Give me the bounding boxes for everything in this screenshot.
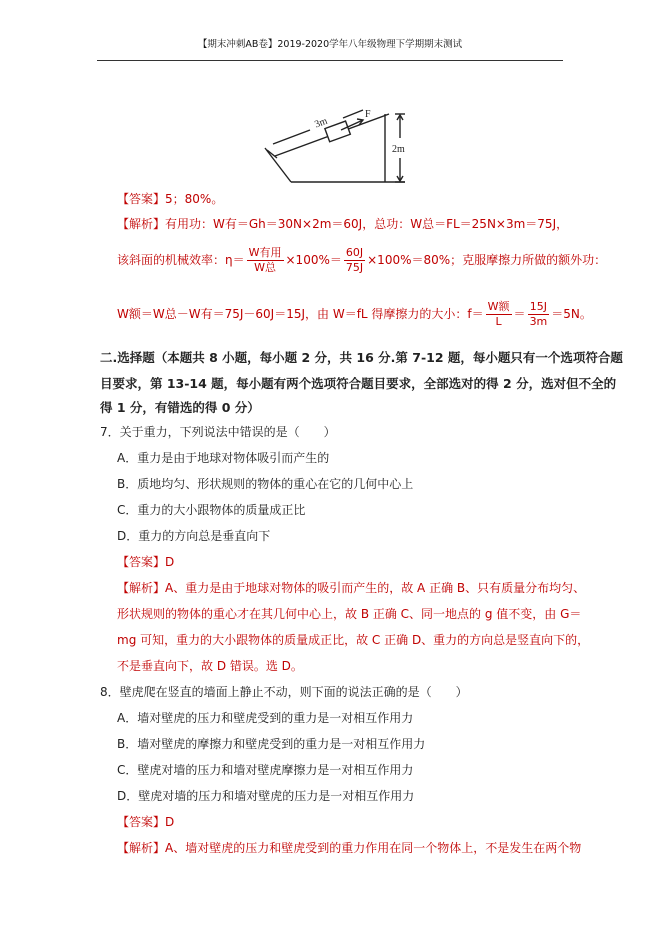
q6-answer [117,191,223,207]
label-force: F [365,109,371,120]
q7-option-c: C．重力的大小跟物体的质量成正比 [117,503,306,517]
q8-option-b: B．墙对壁虎的摩擦力和壁虎受到的重力是一对相互作用力 [117,737,426,751]
incline-left-edge [265,148,291,182]
q8-option-c: C．壁虎对墙的压力和墙对壁虎摩擦力是一对相互作用力 [117,763,414,777]
label-height: 2m [392,144,405,155]
analysis-tag: 【解析】 [117,217,166,231]
q7-analysis-line1: 【解析】A、重力是由于地球对物体的吸引而产生的，故 A 正确 B、只有质量分布均匀、 [117,581,586,595]
section2-heading-line2: 目要求，第 13-14 题，每小题有两个选项符合题目要求，全部选对的得 2 分，选对但不全的 [100,376,617,391]
q6-analysis-line1 [117,216,568,232]
friction-fraction-values: $\frac{15J}{3m}$ [529,300,548,328]
incline-figure [255,100,425,190]
answer-value: 5；80%。 [165,192,224,206]
efficiency-fraction-values: $\frac{60J}{75J}$ [345,246,364,274]
q7-stem: 7．关于重力，下列说法中错误的是（ ） [100,425,336,439]
block [325,121,350,142]
answer-tag: 【答案】 [117,815,166,829]
q7-analysis-line4: 不是垂直向下，故 D 错误。选 D。 [117,659,303,673]
length-dim-line [273,130,310,144]
q7-option-a: A．重力是由于地球对物体吸引而产生的 [117,451,330,465]
q7-analysis-line3: mg 可知，重力的大小跟物体的质量成正比，故 C 正确 D、重力的方向总是竖直向下的， [117,633,590,647]
q8-analysis-line1: 【解析】A、墙对壁虎的压力和壁虎受到的重力作用在同一个物体上，不是发生在两个物 [117,841,582,855]
q7-answer [117,554,174,570]
analysis-text: 有用功：W有＝Gh＝30N×2m＝60J，总功：W总＝FL＝25N×3m＝75J， [165,217,569,231]
q7-analysis-line2: 形状规则的物体的重心才在其几何中心上，故 B 正确 C、同一地点的 g 值不变，由 G＝ [117,607,582,621]
analysis-tag: 【解析】 [117,581,166,595]
efficiency-fraction: $\frac{\text{W有用}}{\text{W总}}$ [248,246,282,274]
header-rule [97,60,563,61]
q8-stem: 8．壁虎爬在竖直的墙面上静止不动，则下面的说法正确的是（ ） [100,685,468,699]
page-header: 【期末冲刺AB卷】2019-2020学年八年级物理下学期期末测试 [197,39,463,50]
answer-value: D [165,815,175,829]
q6-analysis-line3: W额＝W总－W有＝75J－60J＝15J，由 W＝fL 得摩擦力的大小：f＝ $\frac{\text{W额}}{L}$ ＝ $\frac{15J}{3m}$ ＝5N。 [117,300,592,328]
q7-option-b: B．质地均匀、形状规则的物体的重心在它的几何中心上 [117,477,414,491]
q8-option-a: A．墙对壁虎的压力和壁虎受到的重力是一对相互作用力 [117,711,414,725]
friction-text: W额＝W总－W有＝75J－60J＝15J，由 W＝fL 得摩擦力的大小：f＝ [117,307,484,321]
section2-heading-line1: 二.选择题（本题共 8 小题，每小题 2 分，共 16 分.第 7-12 题，每小题只有一个选项符合题 [100,350,623,365]
answer-tag: 【答案】 [117,555,166,569]
efficiency-text: 该斜面的机械效率：η＝ [117,253,245,267]
label-length: 3m [313,115,330,131]
q7-option-d: D．重力的方向总是垂直向下 [117,529,271,543]
section2-heading-line3: 得 1 分，有错选的得 0 分） [100,400,260,415]
analysis-tag: 【解析】 [117,841,166,855]
friction-fraction: $\frac{\text{W额}}{L}$ [487,300,510,328]
q6-analysis-line2: 该斜面的机械效率：η＝ $\frac{\text{W有用}}{\text{W总}}$ ×100%＝ $\frac{60J}{75J}$ ×100%＝80%；克服摩擦力所做的额外功： [117,246,607,274]
q8-option-d: D．壁虎对墙的压力和墙对壁虎的压力是一对相互作用力 [117,789,415,803]
q8-answer [117,814,174,830]
answer-tag: 【答案】 [117,192,166,206]
answer-value: D [165,555,175,569]
